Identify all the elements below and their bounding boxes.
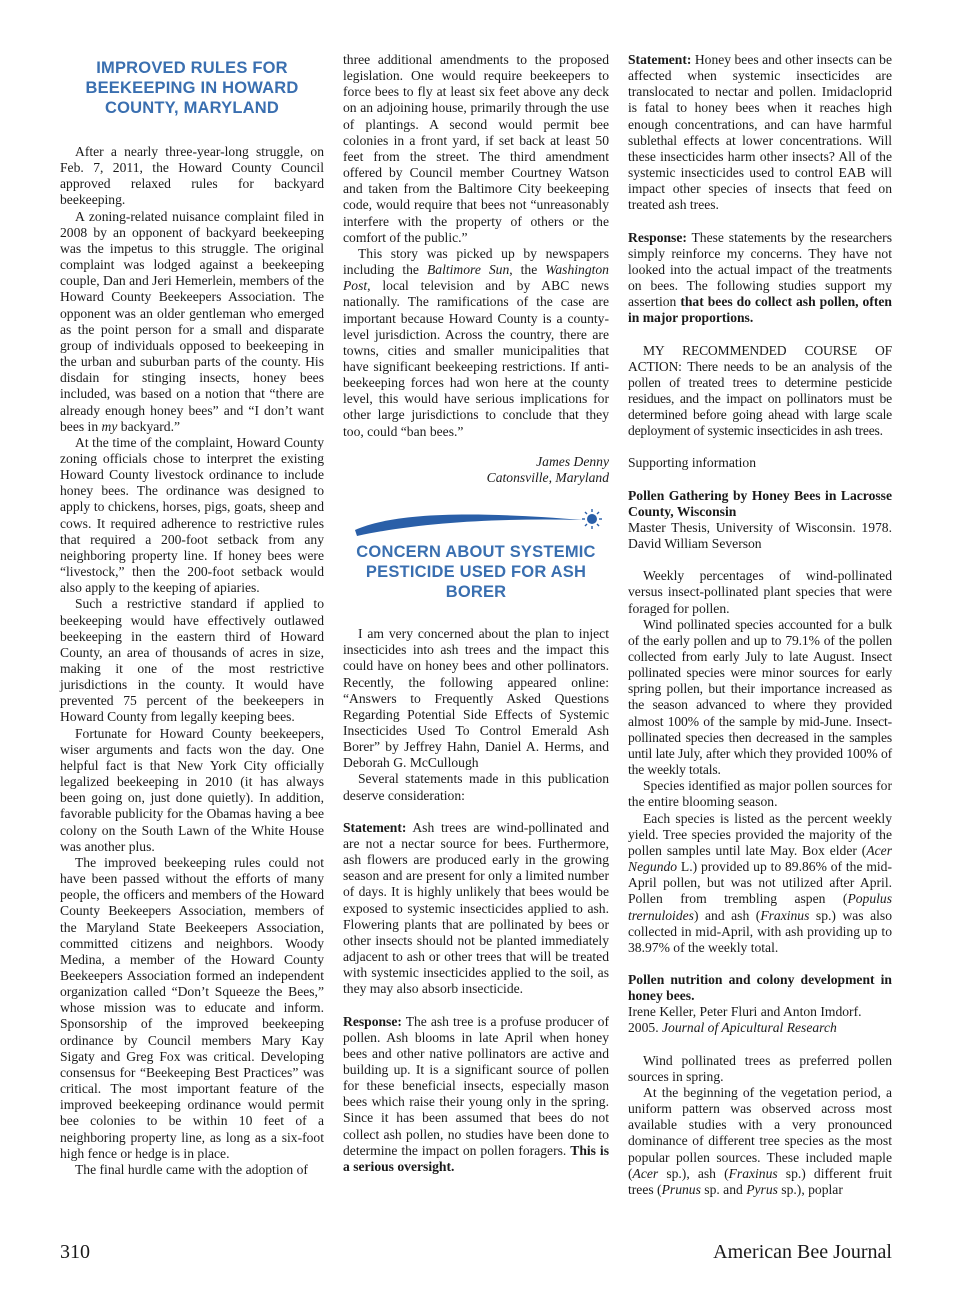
article-1-paragraph: A zoning-related nuisance complaint filed in 2008 by an opponent of backyard beekeeping was the impetus to this struggle. The original complaint was lodged against a beekeeping couple, Dan and Jeri Hemerlein, members of the Howard County Beekeepers Association. The opponent was an older gentleman who emerged as the point person for a small and disparate group of individuals opposed to beekeeping in the urban and suburban parts of the county. His disdain for stinging insects, honey bees included, was based on a notion that “there are already enough honey bees” and “I don’t want bees in my backyard.” <box>60 208 324 434</box>
author-location: Catonsville, Maryland <box>486 469 609 485</box>
article-1-paragraph: At the time of the complaint, Howard County zoning officials chose to interpret the existing Howard County livestock ordinance to include honey bees. The ordinance was designed to apply to chickens, horses, pigs, goats, sheep and cows. It required adherence to restrictive rules that required a 200-foot setback from any neighboring property line. If honey bees were “livestock,” then the 200-foot setback would also apply to the keeping of apiaries. <box>60 434 324 596</box>
reference-1-quote: Species identified as major pollen sources for the entire blooming season. <box>628 778 892 810</box>
article-2-paragraph: Several statements made in this publication deserve consideration: <box>343 771 609 803</box>
reference-2-source: 2005. Journal of Apicultural Research <box>628 1020 837 1036</box>
recommended-course: MY RECOMMENDED COURSE OF ACTION: There needs to be an analysis of the pollen of treated trees to determine pesticide residues, and the impact on pollinators must be determined before going ahead with large scale deployment of systemic insecticides in ash trees. <box>628 342 892 439</box>
reference-1-quote: Weekly percentages of wind-pollinated versus insect-pollinated plant species that were foraged for pollen. <box>628 568 892 616</box>
article-1-paragraph: After a nearly three-year-long struggle, on Feb. 7, 2011, the Howard County Council approved relaxed rules for backyard beekeeping. <box>60 144 324 208</box>
page-number: 310 <box>60 1241 90 1263</box>
reference-2-title: Pollen nutrition and colony development in honey bees. <box>628 971 892 1004</box>
article-1-paragraph-continued: The final hurdle came with the adoption of <box>75 1161 308 1177</box>
journal-name: American Bee Journal <box>713 1241 892 1263</box>
article-2-headline: CONCERN ABOUT SYSTEMIC PESTICIDE USED FOR ASH BORER <box>356 543 596 602</box>
column-1 <box>60 52 324 1178</box>
reference-2-quote: At the beginning of the vegetation period, a uniform pattern was observed across most available studies with a very pronounced dominance of different tree species as the most popular pollen sources. These included maple (Acer sp.), ash (Fraxinus sp.) different fruit trees (Prunus sp. and Pyrus sp.), poplar <box>628 1084 892 1197</box>
article-1-paragraph: This story was picked up by newspapers including the Baltimore Sun, the Washington Post, local television and by ABC news nationally. The ramifications of the case are important because Howard County is a county-level jurisdiction. Across the country, there are towns, cities and smaller municipalities that have significant beekeeping restrictions. If anti-beekeeping forces had won here at the county level, this would have serious implications for other large jurisdictions to conclude that they too, could “ban bees.” <box>343 245 609 439</box>
reference-1-title: Pollen Gathering by Honey Bees in Lacrosse County, Wisconsin <box>628 487 892 519</box>
column-3 <box>628 52 892 1198</box>
article-1-paragraph: Such a restrictive standard if applied to beekeeping would have effectively outlawed beekeeping in the eastern third of Howard County, an area of thousands of acres in size, making it one of the most restrictive jurisdictions in the county. It would have prevented 75 percent of the beekeepers in Howard County from legally keeping bees. <box>60 596 324 725</box>
reference-1-quote: Wind pollinated species accounted for a bulk of the early pollen and up to 79.1% of the pollen collected from early July to late August. Insect pollinated species were minor sources for early spring pollen, but their importance increased as the season advanced to where they provided almost 100% of the sample by mid-June. Insect-pollinated species then decreased in the samples until late July, after which they provided 100% of the weekly totals. <box>628 616 892 778</box>
supporting-information-heading: Supporting information <box>628 455 756 471</box>
response-2: Response: These statements by the researchers simply reinforce my concerns. They have not looked into the actual impact of the treatments on bees. The following studies support my assertion that bees do collect ash pollen, often in major proportions. <box>628 229 892 326</box>
column-2 <box>343 52 609 1175</box>
reference-1-quote: Each species is listed as the percent weekly yield. Tree species provided the majority of the pollen samples until late May. Box elder (Acer Negundo L.) provided up to 89.86% of the mid-April pollen, but was not utilized after April. Pollen from trembling aspen (Populus trernuloides) and ash (Fraxinus sp.) was also collected in mid-April, with ash providing up to 38.97% of the weekly total. <box>628 810 893 955</box>
statement-1: Statement: Ash trees are wind-pollinated and are not a nectar source for bees. Furthermore, ash flowers are produced early in the growing season and are present for only a limited number of days. It is highly unlikely that bees would be exposed to systemic insecticides applied to ash. Flowering plants that are pollinated by bees or other insects should not be planted immediately adjacent to ash or other trees that will be treated with systemic insecticides applied to the soil, as they may also absorb insecticide. <box>343 819 609 997</box>
response-1: Response: The ash tree is a profuse producer of pollen. Ash blooms in late April when honey bees and other native pollinators are active and building up. It is a significant source of pollen for these beneficial insects, especially mason bees which raise their young only in the spring. Since it has been assumed that bees do not collect ash pollen, no studies have been done to determine the impact on pollen foragers. This is a serious oversight. <box>343 1013 609 1174</box>
author-signature <box>343 454 609 486</box>
bee-swoosh-icon <box>351 506 607 540</box>
reference-2-quote: Wind pollinated trees as preferred pollen sources in spring. <box>628 1052 892 1084</box>
author-name: James Denny <box>536 453 609 469</box>
reference-1-source: Master Thesis, University of Wisconsin. 1978. David William Severson <box>628 519 892 552</box>
article-1-headline: IMPROVED RULES FOR BEEKEEPING IN HOWARD COUNTY, MARYLAND <box>85 59 299 117</box>
article-1-paragraph: Fortunate for Howard County beekeepers, wiser arguments and facts won the day. One helpful fact is that New York City officially legalized beekeeping in 2010 (it has always been going on, just done quietly). In addition, favorable publicity for the Obamas having a bee colony on the South Lawn of the White House was another plus. <box>60 725 324 854</box>
reference-2-authors: Irene Keller, Peter Fluri and Anton Imdorf. <box>628 1004 862 1020</box>
statement-2: Statement: Honey bees and other insects can be affected when systemic insecticides are translocated to nectar and pollen. Imidacloprid is fatal to honey bees when it reaches high enough concentrations, and can have harmful sublethal effects at lower concentrations. Will these insecticides harm other insects? All of the systemic insecticides used to control EAB will impact other species of insects that feed on treated ash trees. <box>628 52 892 213</box>
article-2-paragraph: I am very concerned about the plan to inject insecticides into ash trees and the impact this could have on honey bees and other pollinators. Recently, the following appeared online: “Answers to Frequently Asked Questions Regarding Potential Side Effects of Systemic Insecticides Used To Control Emerald Ash Borer” by Jeffrey Hahn, Daniel A. Herms, and Deborah G. McCullough <box>343 626 609 771</box>
article-1-paragraph-continuation: three additional amendments to the proposed legislation. One would require beekeepers to force bees to fly at least six feet above any deck on an adjoining house, primarily through the use of plantings. A second would permit bee colonies in a front yard, if set back at least 50 feet from the street. The third amendment offered by Council member Courtney Watson and taken from the Baltimore City beekeeping code, would require that bees not “unreasonably interfere with the property of others or the comfort of the public.” <box>343 52 609 245</box>
article-1-paragraph: The improved beekeeping rules could not have been passed without the efforts of many people, the officers and members of the Howard County Beekeepers Association, members of the Maryland State Beekeepers Association, committed citizens and neighbors. Woody Medina, a member of the Howard County Beekeepers Association formed an independent organization called “Don’t Squeeze the Bees,” whose mission was to educate and inform. Sponsorship of the improved beekeeping ordinance by Council members Mary Kay Sigaty and Greg Fox was critical. Developing consensus for “Beekeeping Best Practices” was critical. The most important feature of the improved beekeeping ordinance would permit bee colonies to be within 10 feet of a neighboring property line, as long as a six-foot high fence or hedge is in place. <box>60 854 324 1161</box>
